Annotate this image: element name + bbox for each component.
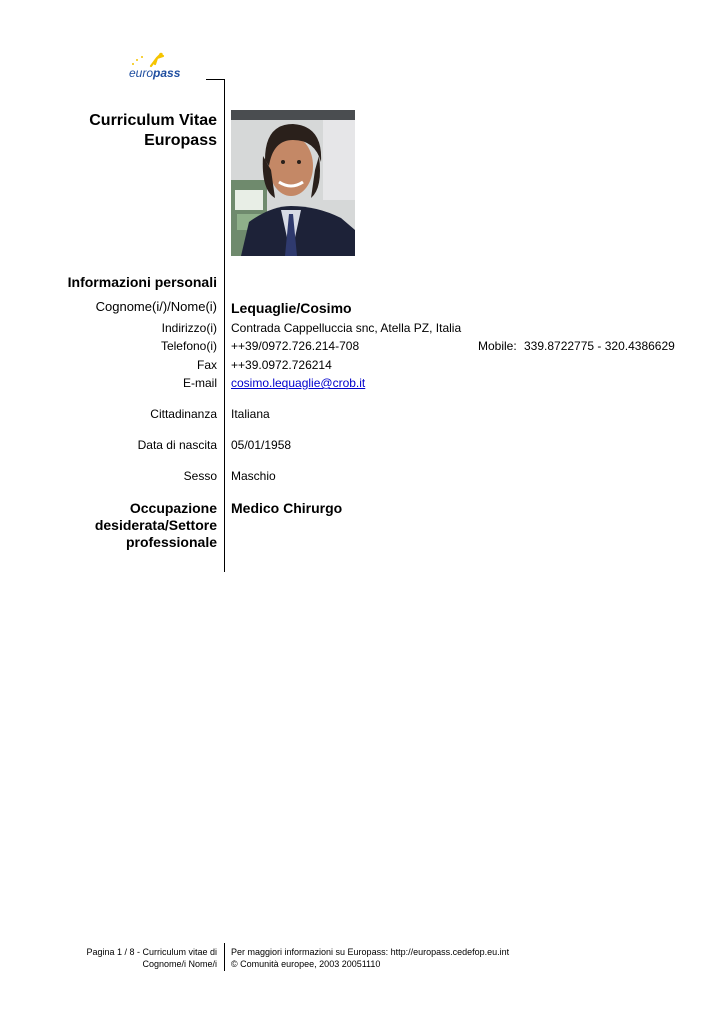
sex-label: Sesso	[183, 469, 217, 483]
profile-photo	[231, 110, 355, 256]
fax-label: Fax	[196, 358, 217, 372]
mobile-value: 339.8722775 - 320.4386629	[524, 339, 675, 353]
fax-value: ++39.0972.726214	[231, 358, 332, 372]
main-vertical-rule	[224, 79, 225, 572]
sex-value: Maschio	[231, 469, 276, 483]
address-label: Indirizzo(i)	[161, 321, 217, 335]
phone-value: ++39/0972.726.214-708	[231, 339, 360, 353]
section-heading-personal: Informazioni personali	[67, 274, 217, 290]
footer-info: Per maggiori informazioni su Europass: http://europass.cedefop.eu.int © Comunità europee, 2003 20051110	[231, 947, 510, 969]
address-value: Contrada Cappelluccia snc, Atella PZ, Italia	[231, 321, 462, 335]
citizenship-value: Italiana	[231, 407, 270, 421]
europass-logo: europass	[127, 52, 183, 84]
citizenship-label: Cittadinanza	[150, 407, 217, 421]
birth-value: 05/01/1958	[231, 438, 292, 452]
email-label: E-mail	[182, 376, 217, 390]
mobile-label: Mobile:	[478, 339, 517, 353]
header-corner-rule	[206, 79, 225, 80]
footer-vertical-rule	[224, 943, 225, 971]
email-link[interactable]: cosimo.lequaglie@crob.it	[231, 376, 366, 390]
page-title: Curriculum Vitae Europass	[89, 112, 217, 149]
occupation-label: Occupazione desiderata/Settore professionale	[94, 500, 217, 550]
footer-page-info: Pagina 1 / 8 - Curriculum vitae di Cognome/i Nome/i	[86, 947, 217, 969]
occupation-value: Medico Chirurgo	[231, 500, 343, 516]
phone-label: Telefono(i)	[160, 339, 217, 353]
birth-label: Data di nascita	[137, 438, 217, 452]
name-label: Cognome(i/)/Nome(i)	[95, 299, 217, 314]
name-value: Lequaglie/Cosimo	[231, 300, 352, 316]
